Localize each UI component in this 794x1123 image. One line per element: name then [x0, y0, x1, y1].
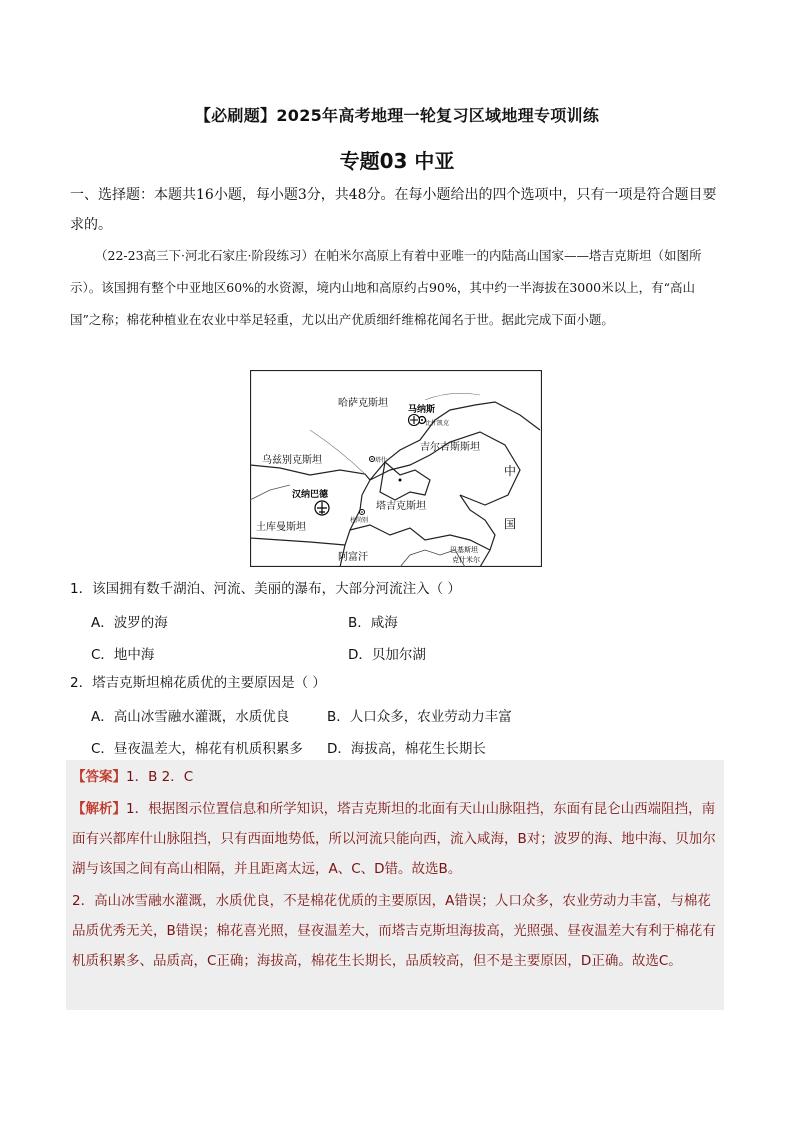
map-label-afghanistan: 阿富汗 — [338, 552, 368, 563]
map-label-china-2: 国 — [504, 517, 517, 531]
analysis-1-text: 1．根据图示位置信息和所学知识，塔吉克斯坦的北面有天山山脉阻挡，东面有昆仑山西端阻挡，南面有兴都库什山脉阻挡，只有西面地势低，所以河流只能向西，流入咸海，B对；波罗的海、地中海、贝加尔湖与该国之间有高山相隔，并且距离太远，A、C、D错。故选B。 — [72, 801, 716, 877]
material-paragraph: （22-23高三下·河北石家庄·阶段练习）在帕米尔高原上有着中亚唯一的内陆高山国家——塔吉克斯坦（如图所示）。该国拥有整个中亚地区60%的水资源，境内山地和高原约占90%，其中约一半海拔在3000米以上，有“高山国”之称；棉花种植业在农业中举足轻重，尤以出产优质细纤维棉花闻名于世。据此完成下面小题。 — [70, 248, 702, 327]
map-label-kazakhstan: 哈萨克斯坦 — [338, 398, 388, 409]
question-2-option-c: C．昼夜温差大，棉花有机质积累多 — [91, 741, 303, 757]
answer-text: 1．B 2．C — [126, 769, 194, 785]
question-2-option-a: A．高山冰雪融水灌溉，水质优良 — [91, 709, 290, 725]
section-heading: 一、选择题：本题共16小题，每小题3分，共48分。在每小题给出的四个选项中，只有一项是符合题目要求的。 — [70, 187, 717, 233]
map-label-kyrgyzstan: 吉尔吉斯斯坦 — [420, 442, 480, 453]
map-label-turkmenistan: 土库曼斯坦 — [256, 522, 306, 533]
question-2-option-d: D．海拔高，棉花生长期长 — [327, 741, 486, 757]
topic-title: 专题03 中亚 — [339, 149, 455, 173]
map-label-uzbekistan: 乌兹别克斯坦 — [262, 455, 322, 466]
question-1-option-b: B．咸海 — [348, 615, 398, 631]
map-label-manas: 马纳斯 — [408, 405, 436, 415]
question-2-stem: 2．塔吉克斯坦棉花质优的主要原因是（ ） — [70, 675, 326, 691]
map-label-bishkek: 比什凯克 — [425, 420, 450, 427]
map-label-tashkent: 塔什 — [375, 457, 388, 464]
question-1-option-d: D．贝加尔湖 — [348, 647, 426, 663]
analysis-tag: 【解析】 — [72, 801, 126, 817]
question-1-option-a: A．波罗的海 — [91, 615, 168, 631]
question-1-option-c: C．地中海 — [91, 647, 155, 663]
answer-tag: 【答案】 — [72, 769, 126, 785]
tajikistan-map — [250, 370, 542, 567]
analysis-1 — [72, 794, 724, 884]
airport-icon-manas-symbol — [409, 415, 420, 426]
map-label-tajikistan: 塔吉克斯坦 — [376, 501, 426, 512]
question-2-option-b: B．人口众多，农业劳动力丰富 — [327, 709, 512, 725]
map-label-pakistan: 巴基斯坦 — [450, 546, 478, 554]
question-1-stem: 1．该国拥有数千湖泊、河流、美丽的瀑布，大部分河流注入（ ） — [70, 581, 461, 597]
answer-line — [72, 762, 724, 792]
map-label-kashmir: 克什米尔 — [452, 556, 480, 564]
document-title: 【必刷题】2025年高考地理一轮复习区域地理专项训练 — [194, 106, 600, 125]
map-label-dushanbe: 杜尚别 — [350, 517, 369, 524]
map-label-khanabad: 汉纳巴德 — [292, 490, 329, 500]
airport-icon-khanabad — [315, 501, 329, 515]
analysis-2: 2．高山冰雪融水灌溉，水质优良，不是棉花优质的主要原因，A错误；人口众多，农业劳动力丰富，与棉花品质优秀无关，B错误；棉花喜光照，昼夜温差大，而塔吉克斯坦海拔高，光照强、昼夜温差大有利于棉花有机质积累多、品质高，C正确；海拔高，棉花生长期长，品质较高，但不是主要原因，D正确。故选C。 — [72, 893, 716, 969]
map-label-china-1: 中 — [504, 464, 517, 478]
